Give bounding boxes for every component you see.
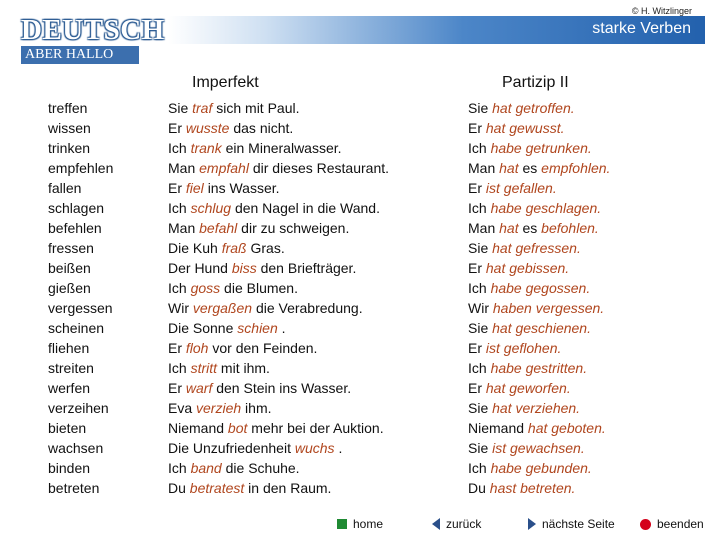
- verb-form: schlug: [190, 200, 232, 216]
- sentence-rest: die Blumen.: [224, 280, 298, 296]
- imperfekt-sentence: [168, 178, 389, 198]
- sentence-rest: die Verabredung.: [255, 300, 363, 316]
- verb-form: schien: [237, 320, 278, 336]
- sentence-rest: ihm.: [245, 400, 272, 416]
- sentence-subject: Eva: [168, 400, 193, 416]
- home-label: home: [353, 517, 384, 531]
- sentence-subject: Sie: [468, 400, 489, 416]
- imperfekt-list: [168, 98, 389, 498]
- imperfekt-sentence: [168, 318, 389, 338]
- imperfekt-sentence: [168, 278, 389, 298]
- sentence-subject: Du: [168, 480, 186, 496]
- verb-form: habe gebunden.: [490, 460, 592, 476]
- infinitive-item: scheinen: [48, 320, 105, 336]
- sentence-rest: .: [338, 440, 343, 456]
- arrow-right-icon: [528, 518, 536, 530]
- sentence-subject: Sie: [468, 240, 489, 256]
- verb-form: floh: [185, 340, 209, 356]
- sentence-rest: in den Raum.: [248, 480, 332, 496]
- exit-label: beenden: [657, 517, 704, 531]
- imperfekt-sentence: [168, 338, 389, 358]
- infinitive-item: fliehen: [48, 340, 90, 356]
- sentence-subject: Er: [168, 180, 182, 196]
- partizip-sentence: [468, 458, 610, 478]
- sentence-subject: Ich: [468, 280, 487, 296]
- verb-form: hast betreten.: [489, 480, 576, 496]
- verb-form: goss: [190, 280, 221, 296]
- imperfekt-sentence: [168, 438, 389, 458]
- sentence-subject: Die Kuh: [168, 240, 218, 256]
- imperfekt-sentence: [168, 458, 389, 478]
- partizip-sentence: [468, 238, 610, 258]
- verb-form: wusste: [185, 120, 230, 136]
- imperfekt-sentence: [168, 218, 389, 238]
- sentence-rest: sich mit Paul.: [216, 100, 300, 116]
- sentence-subject: Sie: [468, 440, 489, 456]
- sentence-rest: den Nagel in die Wand.: [234, 200, 380, 216]
- logo-title: DEUTSCH: [21, 14, 165, 46]
- sentence-rest: die Schuhe.: [225, 460, 300, 476]
- partizip-sentence: [468, 258, 610, 278]
- sentence-rest: ein Mineralwasser.: [225, 140, 342, 156]
- verb-form: traf: [192, 100, 213, 116]
- verb-form: stritt: [190, 360, 218, 376]
- verb-participle: befohlen.: [541, 220, 599, 236]
- infinitive-item: befehlen: [48, 220, 102, 236]
- verb-form: hat geschienen.: [492, 320, 591, 336]
- verb-form: ist gefallen.: [485, 180, 557, 196]
- infinitive-item: schlagen: [48, 200, 105, 216]
- partizip-sentence: [468, 198, 610, 218]
- infinitive-item: vergessen: [48, 300, 113, 316]
- imperfekt-sentence: [168, 158, 389, 178]
- verb-form: vergaßen: [192, 300, 253, 316]
- back-button[interactable]: [432, 517, 481, 531]
- verb-form: fraß: [221, 240, 247, 256]
- partizip-sentence: [468, 278, 610, 298]
- verb-form: hat: [499, 220, 519, 236]
- imperfekt-sentence: [168, 478, 389, 498]
- sentence-rest: dir dieses Restaurant.: [252, 160, 390, 176]
- sentence-subject: Der Hund: [168, 260, 228, 276]
- copyright-notice: © H. Witzlinger: [631, 6, 692, 16]
- partizip-sentence: [468, 218, 610, 238]
- sentence-subject: Er: [468, 340, 482, 356]
- imperfekt-sentence: [168, 118, 389, 138]
- partizip-sentence: [468, 98, 610, 118]
- title-banner: [168, 16, 705, 44]
- partizip-sentence: [468, 378, 610, 398]
- sentence-subject: Die Sonne: [168, 320, 234, 336]
- home-button[interactable]: [337, 517, 383, 531]
- verb-form: wuchs: [294, 440, 335, 456]
- verb-form: warf: [185, 380, 213, 396]
- sentence-subject: Er: [468, 180, 482, 196]
- infinitive-item: fressen: [48, 240, 94, 256]
- partizip-list: [468, 98, 610, 498]
- sentence-rest: das nicht.: [233, 120, 294, 136]
- verb-form: hat geboten.: [527, 420, 606, 436]
- partizip-sentence: [468, 438, 610, 458]
- sentence-subject: Ich: [468, 200, 487, 216]
- infinitive-list: [48, 98, 113, 498]
- verb-form: biss: [231, 260, 257, 276]
- sentence-subject: Wir: [168, 300, 189, 316]
- infinitive-item: betreten: [48, 480, 100, 496]
- imperfekt-sentence: [168, 418, 389, 438]
- logo-subtitle: ABER HALLO: [21, 46, 139, 64]
- verb-participle: empfohlen.: [541, 160, 611, 176]
- sentence-subject: Niemand: [468, 420, 525, 436]
- verb-form: ist geflohen.: [485, 340, 562, 356]
- verb-form: hat gefressen.: [492, 240, 581, 256]
- partizip-sentence: [468, 138, 610, 158]
- banner-title: starke Verben: [592, 20, 691, 37]
- infinitive-item: empfehlen: [48, 160, 114, 176]
- sentence-subject: Ich: [468, 140, 487, 156]
- sentence-subject: Ich: [168, 200, 187, 216]
- sentence-subject: Man: [168, 160, 196, 176]
- verb-form: haben vergessen.: [492, 300, 605, 316]
- verb-form: befahl: [199, 220, 238, 236]
- next-label: nächste Seite: [542, 517, 615, 531]
- sentence-subject: Ich: [168, 360, 187, 376]
- sentence-rest: ins Wasser.: [207, 180, 280, 196]
- verb-form: hat getroffen.: [492, 100, 575, 116]
- logo: [18, 14, 168, 64]
- verb-form: empfahl: [199, 160, 249, 176]
- sentence-rest: den Stein ins Wasser.: [216, 380, 352, 396]
- sentence-subject: Man: [168, 220, 196, 236]
- infinitive-item: gießen: [48, 280, 91, 296]
- sentence-subject: Ich: [468, 460, 487, 476]
- infinitive-item: wissen: [48, 120, 91, 136]
- back-label: zurück: [446, 517, 482, 531]
- exit-icon: [640, 519, 651, 530]
- sentence-rest: mit ihm.: [220, 360, 270, 376]
- verb-form: habe gegossen.: [490, 280, 591, 296]
- verb-form: hat geworfen.: [485, 380, 571, 396]
- sentence-subject: Wir: [468, 300, 489, 316]
- infinitive-item: verzeihen: [48, 400, 109, 416]
- verb-form: hat verziehen.: [492, 400, 581, 416]
- infinitive-item: binden: [48, 460, 91, 476]
- sentence-subject: Sie: [468, 100, 489, 116]
- verb-form: bot: [227, 420, 248, 436]
- imperfekt-sentence: [168, 138, 389, 158]
- verb-form: band: [190, 460, 222, 476]
- sentence-subject: Er: [168, 380, 182, 396]
- sentence-subject: Ich: [168, 460, 187, 476]
- verb-form: trank: [190, 140, 222, 156]
- imperfekt-sentence: [168, 258, 389, 278]
- imperfekt-sentence: [168, 98, 389, 118]
- verb-form: hat gebissen.: [485, 260, 570, 276]
- header-partizip: Partizip II: [502, 74, 569, 91]
- verb-form: hat gewusst.: [485, 120, 565, 136]
- imperfekt-sentence: [168, 198, 389, 218]
- sentence-subject: Du: [468, 480, 486, 496]
- exit-button[interactable]: [640, 517, 704, 531]
- verb-form: ist gewachsen.: [492, 440, 585, 456]
- verb-form: fiel: [185, 180, 204, 196]
- verb-form: hat: [499, 160, 519, 176]
- imperfekt-sentence: [168, 398, 389, 418]
- sentence-rest: dir zu schweigen.: [241, 220, 350, 236]
- verb-form: betratest: [189, 480, 245, 496]
- imperfekt-sentence: [168, 238, 389, 258]
- verb-form: habe getrunken.: [490, 140, 592, 156]
- next-page-button[interactable]: [528, 517, 615, 531]
- partizip-sentence: [468, 158, 610, 178]
- infinitive-item: treffen: [48, 100, 88, 116]
- infinitive-item: bieten: [48, 420, 87, 436]
- sentence-subject: Man: [468, 160, 496, 176]
- infinitive-item: streiten: [48, 360, 94, 376]
- infinitive-item: beißen: [48, 260, 91, 276]
- sentence-object: es: [522, 160, 538, 176]
- partizip-sentence: [468, 418, 610, 438]
- sentence-subject: Er: [468, 120, 482, 136]
- sentence-subject: Sie: [168, 100, 189, 116]
- home-icon: [337, 519, 347, 529]
- sentence-subject: Man: [468, 220, 496, 236]
- header-imperfekt: Imperfekt: [192, 74, 259, 91]
- sentence-rest: den Briefträger.: [260, 260, 357, 276]
- partizip-sentence: [468, 178, 610, 198]
- partizip-sentence: [468, 118, 610, 138]
- sentence-subject: Er: [468, 260, 482, 276]
- imperfekt-sentence: [168, 358, 389, 378]
- imperfekt-sentence: [168, 298, 389, 318]
- sentence-rest: vor den Feinden.: [212, 340, 318, 356]
- sentence-subject: Die Unzufriedenheit: [168, 440, 291, 456]
- partizip-sentence: [468, 298, 610, 318]
- sentence-subject: Er: [168, 340, 182, 356]
- sentence-subject: Ich: [468, 360, 487, 376]
- sentence-subject: Ich: [168, 140, 187, 156]
- sentence-subject: Niemand: [168, 420, 225, 436]
- verb-form: habe gestritten.: [490, 360, 588, 376]
- partizip-sentence: [468, 358, 610, 378]
- sentence-subject: Er: [168, 120, 182, 136]
- infinitive-item: wachsen: [48, 440, 104, 456]
- sentence-rest: mehr bei der Auktion.: [251, 420, 384, 436]
- infinitive-item: trinken: [48, 140, 91, 156]
- infinitive-item: werfen: [48, 380, 91, 396]
- sentence-subject: Sie: [468, 320, 489, 336]
- arrow-left-icon: [432, 518, 440, 530]
- verb-form: verzieh: [196, 400, 242, 416]
- partizip-sentence: [468, 478, 610, 498]
- partizip-sentence: [468, 318, 610, 338]
- imperfekt-sentence: [168, 378, 389, 398]
- sentence-subject: Ich: [168, 280, 187, 296]
- partizip-sentence: [468, 338, 610, 358]
- sentence-rest: .: [281, 320, 286, 336]
- verb-form: habe geschlagen.: [490, 200, 602, 216]
- partizip-sentence: [468, 398, 610, 418]
- sentence-object: es: [522, 220, 538, 236]
- sentence-subject: Er: [468, 380, 482, 396]
- infinitive-item: fallen: [48, 180, 82, 196]
- sentence-rest: Gras.: [250, 240, 285, 256]
